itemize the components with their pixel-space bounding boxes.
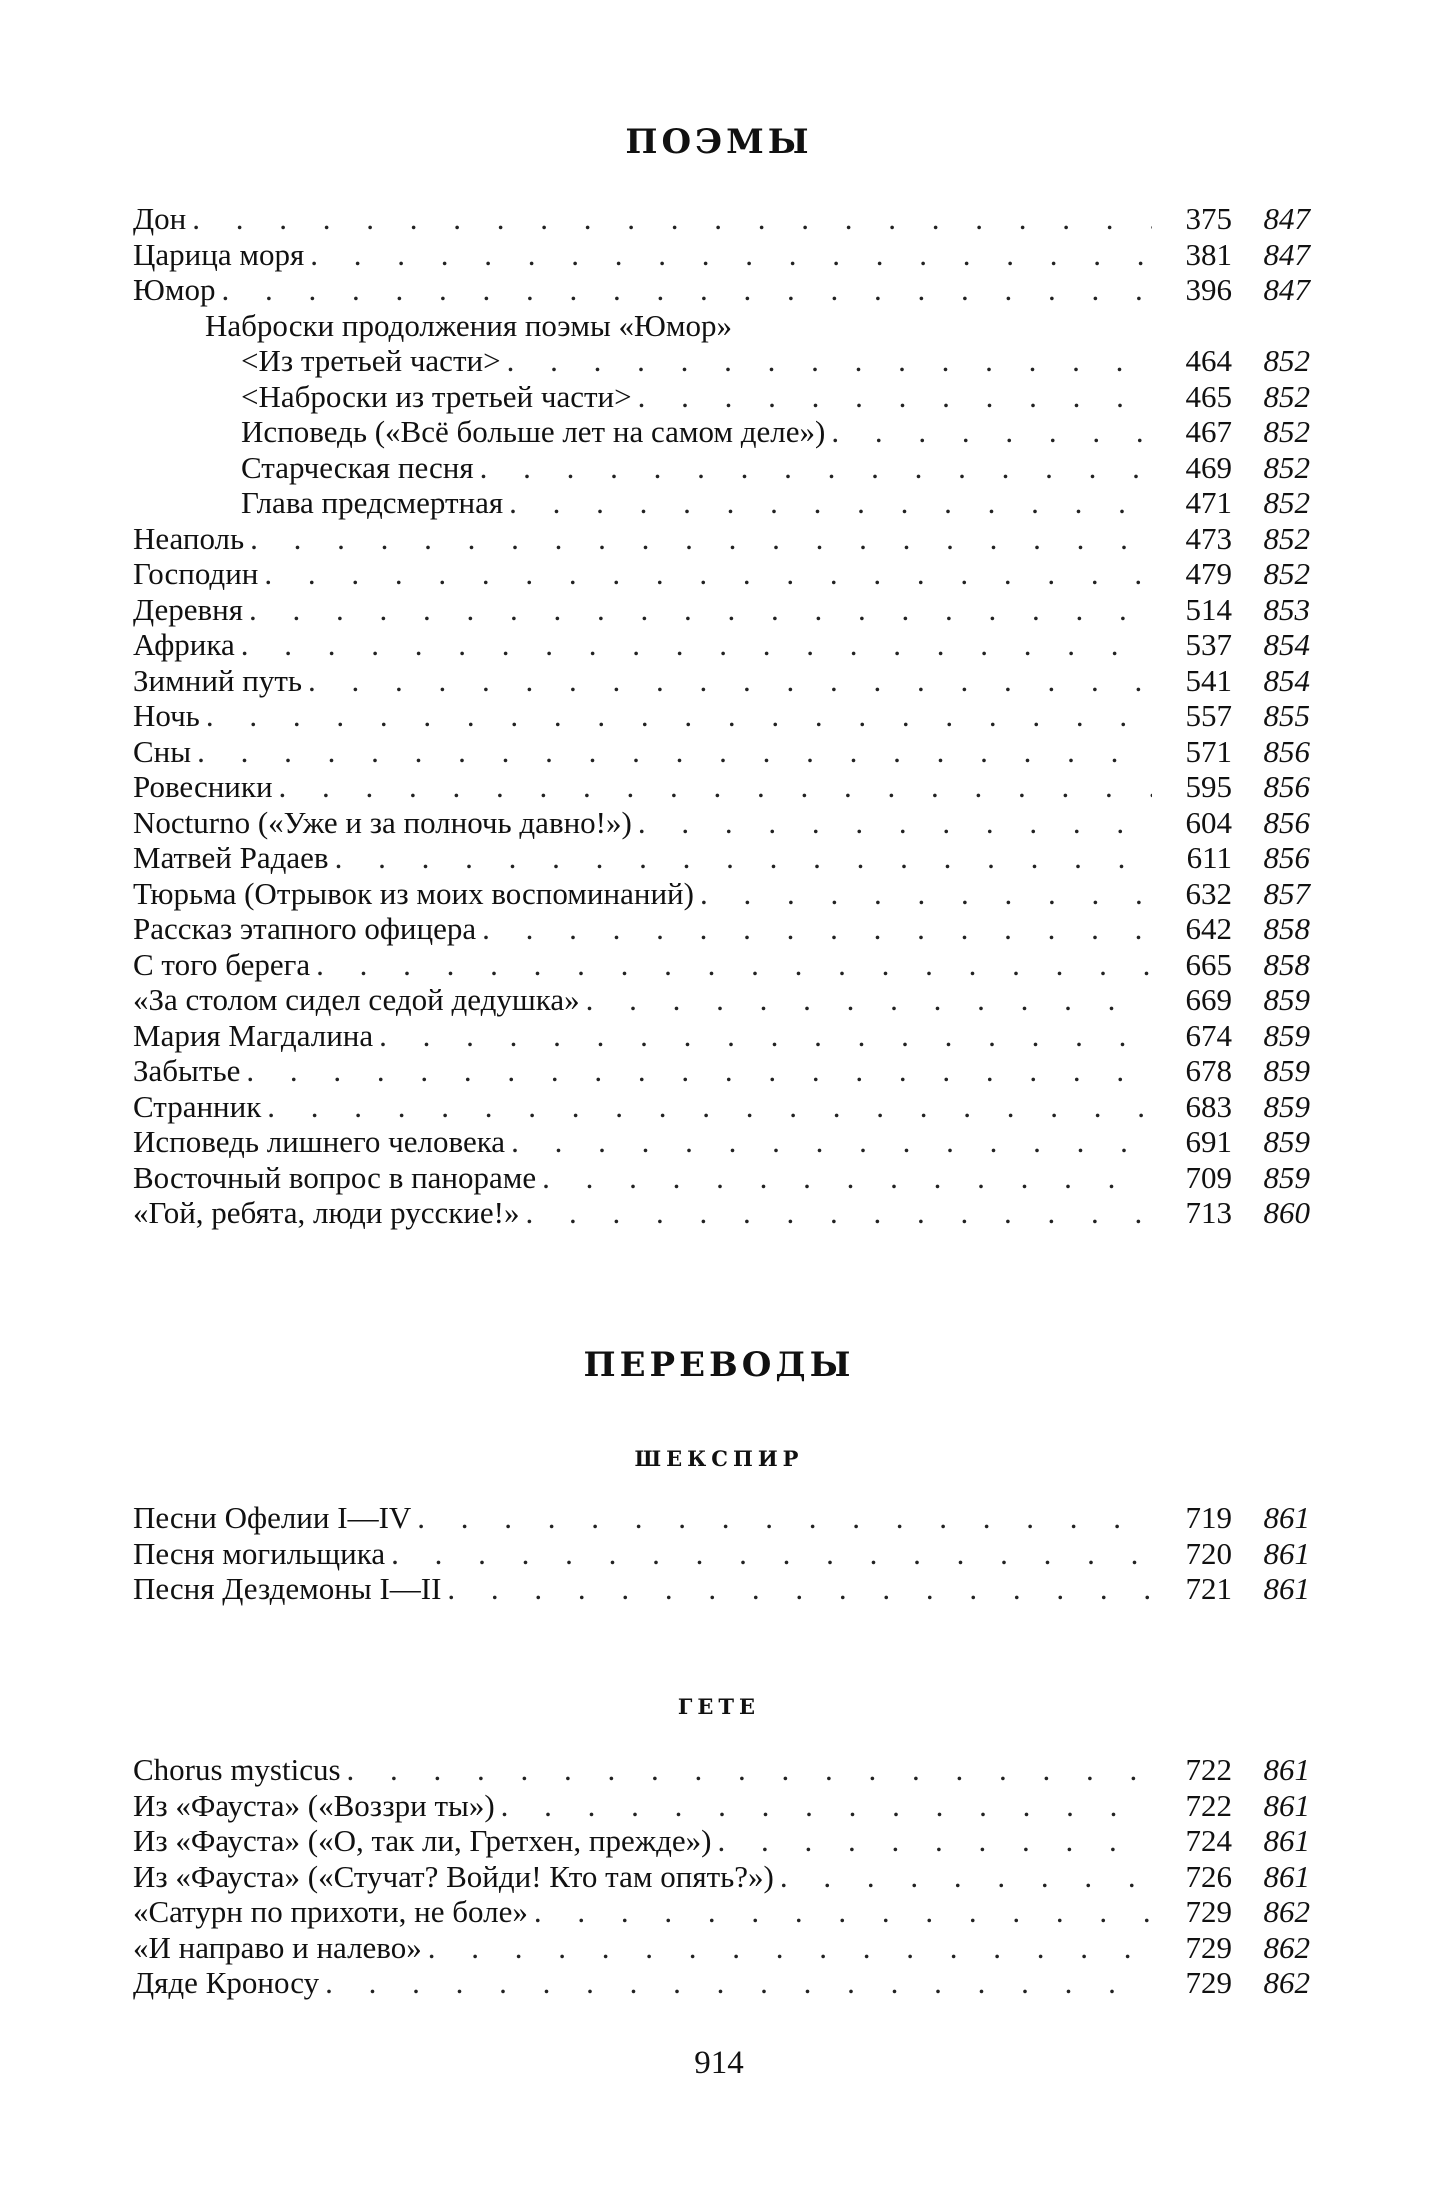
toc-entry bbox=[133, 1089, 1310, 1125]
entry-page: 595 bbox=[1185, 769, 1232, 804]
toc-entry bbox=[133, 272, 1310, 308]
toc-entry bbox=[133, 734, 1310, 770]
dot-leader bbox=[700, 876, 1152, 912]
entry-page: 719 bbox=[1185, 1500, 1232, 1535]
entry-note-page: 859 bbox=[1263, 982, 1310, 1017]
dot-leader bbox=[325, 1965, 1152, 2001]
entry-note-page: 856 bbox=[1263, 804, 1310, 840]
entry-page: 557 bbox=[1185, 698, 1232, 733]
entry-note-page: 852 bbox=[1263, 414, 1310, 449]
entry-title: Ночь bbox=[133, 698, 200, 733]
entry-note-page: 861 bbox=[1263, 1500, 1310, 1535]
dot-leader bbox=[428, 1930, 1152, 1966]
entry-title: «И направо и налево» bbox=[133, 1929, 422, 1965]
section-title-translations: ПЕРЕВОДЫ bbox=[583, 1345, 855, 1385]
toc-entry bbox=[133, 1859, 1310, 1895]
dot-leader bbox=[379, 1018, 1152, 1054]
dot-leader bbox=[264, 556, 1152, 592]
toc-entry bbox=[133, 521, 1310, 557]
entry-note-page: 861 bbox=[1263, 1535, 1310, 1571]
entry-title: Песня могильщика bbox=[133, 1535, 386, 1571]
dot-leader bbox=[310, 237, 1152, 273]
entry-page: 473 bbox=[1185, 520, 1232, 556]
toc-entry bbox=[133, 627, 1310, 663]
toc-entry bbox=[133, 1053, 1310, 1089]
toc-entry bbox=[133, 343, 1310, 379]
toc-subheading bbox=[133, 308, 1310, 344]
section-title-poems: ПОЭМЫ bbox=[625, 122, 813, 162]
toc-entry bbox=[133, 1571, 1310, 1607]
subsection-title-shakespeare: ШЕКСПИР bbox=[634, 1446, 804, 1471]
entry-page: 709 bbox=[1185, 1159, 1232, 1195]
entry-note-page: 859 bbox=[1263, 1017, 1310, 1053]
entry-page: 721 bbox=[1185, 1571, 1232, 1606]
dot-leader bbox=[586, 982, 1152, 1018]
entry-title: Неаполь bbox=[133, 520, 245, 556]
entry-title: Из «Фауста» («Воззри ты») bbox=[133, 1787, 495, 1823]
dot-leader bbox=[347, 1752, 1152, 1788]
entry-note-page: 852 bbox=[1263, 343, 1310, 378]
entry-title: Забытье bbox=[133, 1053, 241, 1088]
toc-entry bbox=[133, 201, 1310, 237]
subsection-title-goethe: ГЕТЕ bbox=[677, 1694, 761, 1719]
entry-page: 722 bbox=[1185, 1752, 1232, 1787]
dot-leader bbox=[507, 343, 1152, 379]
dot-leader bbox=[249, 592, 1152, 628]
toc-entry bbox=[133, 1752, 1310, 1788]
entry-note-page: 856 bbox=[1263, 840, 1310, 875]
entry-page: 691 bbox=[1185, 1124, 1232, 1159]
entry-page: 632 bbox=[1185, 875, 1232, 911]
entry-title: Исповедь лишнего человека bbox=[133, 1124, 506, 1159]
entry-page: 729 bbox=[1185, 1965, 1232, 2000]
entry-note-page: 861 bbox=[1263, 1858, 1310, 1894]
entry-page: 471 bbox=[1185, 485, 1232, 520]
entry-note-page: 858 bbox=[1263, 946, 1310, 982]
entry-title: Юмор bbox=[133, 272, 216, 307]
entry-note-page: 862 bbox=[1263, 1929, 1310, 1965]
entry-note-page: 859 bbox=[1263, 1088, 1310, 1124]
entry-page: 514 bbox=[1185, 591, 1232, 627]
entry-title: Мария Магдалина bbox=[133, 1017, 374, 1053]
dot-leader bbox=[780, 1859, 1152, 1895]
entry-page: 571 bbox=[1185, 733, 1232, 769]
entry-page: 726 bbox=[1185, 1858, 1232, 1894]
entry-page: 720 bbox=[1185, 1535, 1232, 1571]
entry-note-page: 861 bbox=[1263, 1823, 1310, 1858]
toc-entry bbox=[133, 1823, 1310, 1859]
toc-entry bbox=[133, 379, 1310, 415]
entry-note-page: 858 bbox=[1263, 911, 1310, 946]
entry-note-page: 862 bbox=[1263, 1965, 1310, 2000]
entry-page: 713 bbox=[1185, 1195, 1232, 1230]
entry-title: Царица моря bbox=[133, 236, 305, 272]
entry-title: Тюрьма (Отрывок из моих воспоминаний) bbox=[133, 875, 694, 911]
entry-title: С того берега bbox=[133, 946, 311, 982]
entry-note-page: 860 bbox=[1263, 1195, 1310, 1230]
entry-page: 396 bbox=[1185, 272, 1232, 307]
dot-leader bbox=[250, 521, 1152, 557]
entry-title: Рассказ этапного офицера bbox=[133, 911, 477, 946]
entry-note-page: 854 bbox=[1263, 662, 1310, 698]
entry-title: Из «Фауста» («О, так ли, Гретхен, прежде») bbox=[133, 1823, 712, 1858]
entry-page: 722 bbox=[1185, 1787, 1232, 1823]
toc-entry bbox=[133, 663, 1310, 699]
toc-entry bbox=[133, 450, 1310, 486]
entry-page: 669 bbox=[1185, 982, 1232, 1017]
entry-note-page: 855 bbox=[1263, 698, 1310, 733]
dot-leader bbox=[509, 485, 1152, 521]
dot-leader bbox=[718, 1823, 1153, 1859]
dot-leader bbox=[246, 1053, 1152, 1089]
entry-title: Сны bbox=[133, 733, 192, 769]
dot-leader bbox=[316, 947, 1152, 983]
dot-leader bbox=[831, 414, 1152, 450]
dot-leader bbox=[391, 1536, 1152, 1572]
toc-entry bbox=[133, 1018, 1310, 1054]
entry-note-page: 847 bbox=[1263, 236, 1310, 272]
entry-title: Господин bbox=[133, 556, 259, 591]
entry-title: Африка bbox=[133, 627, 235, 662]
entry-note-page: 847 bbox=[1263, 272, 1310, 307]
entry-note-page: 852 bbox=[1263, 485, 1310, 520]
entry-page: 729 bbox=[1185, 1929, 1232, 1965]
entry-note-page: 859 bbox=[1263, 1053, 1310, 1088]
toc-entry bbox=[133, 876, 1310, 912]
toc-entry bbox=[133, 1894, 1310, 1930]
entry-title: Из «Фауста» («Стучат? Войди! Кто там опять?») bbox=[133, 1858, 774, 1894]
entry-title: «Сатурн по прихоти, не боле» bbox=[133, 1894, 528, 1929]
dot-leader bbox=[279, 769, 1152, 805]
entry-page: 674 bbox=[1185, 1017, 1232, 1053]
entry-note-page: 857 bbox=[1263, 875, 1310, 911]
entry-title: <Наброски из третьей части> bbox=[241, 378, 632, 414]
toc-entry bbox=[133, 911, 1310, 947]
entry-title: Странник bbox=[133, 1088, 262, 1124]
toc-entry bbox=[133, 1124, 1310, 1160]
entry-title: Матвей Радаев bbox=[133, 840, 329, 875]
toc-entry bbox=[133, 1195, 1310, 1231]
dot-leader bbox=[192, 201, 1152, 237]
toc-entry bbox=[133, 1788, 1310, 1824]
dot-leader bbox=[638, 805, 1152, 841]
entry-page: 729 bbox=[1185, 1894, 1232, 1929]
toc-entry bbox=[133, 769, 1310, 805]
page-number: 914 bbox=[694, 2045, 744, 2081]
entry-title: «Гой, ребята, люди русские!» bbox=[133, 1195, 520, 1230]
toc-list-goethe bbox=[133, 1752, 1310, 2001]
entry-note-page: 852 bbox=[1263, 556, 1310, 591]
entry-note-page: 861 bbox=[1263, 1752, 1310, 1787]
toc-entry bbox=[133, 414, 1310, 450]
entry-title: Песня Дездемоны I—II bbox=[133, 1571, 442, 1606]
entry-page: 469 bbox=[1185, 449, 1232, 485]
toc-entry bbox=[133, 592, 1310, 628]
entry-title: Дяде Кроносу bbox=[133, 1965, 320, 2000]
entry-note-page: 852 bbox=[1263, 449, 1310, 485]
entry-note-page: 861 bbox=[1263, 1787, 1310, 1823]
entry-page: 678 bbox=[1185, 1053, 1232, 1088]
toc-entry bbox=[133, 556, 1310, 592]
entry-page: 375 bbox=[1185, 201, 1232, 236]
entry-page: 479 bbox=[1185, 556, 1232, 591]
entry-title: Деревня bbox=[133, 591, 244, 627]
entry-title: Песни Офелии I—IV bbox=[133, 1500, 412, 1535]
toc-entry bbox=[133, 237, 1310, 273]
dot-leader bbox=[638, 379, 1152, 415]
dot-leader bbox=[206, 698, 1152, 734]
dot-leader bbox=[534, 1894, 1152, 1930]
entry-title: Зимний путь bbox=[133, 662, 303, 698]
entry-page: 683 bbox=[1185, 1088, 1232, 1124]
entry-note-page: 847 bbox=[1263, 201, 1310, 236]
entry-page: 467 bbox=[1185, 414, 1232, 449]
dot-leader bbox=[308, 663, 1152, 699]
toc-entry bbox=[133, 1965, 1310, 2001]
entry-title: «За столом сидел седой дедушка» bbox=[133, 982, 580, 1017]
entry-page: 604 bbox=[1185, 804, 1232, 840]
entry-note-page: 862 bbox=[1263, 1894, 1310, 1929]
dot-leader bbox=[447, 1571, 1152, 1607]
toc-entry bbox=[133, 805, 1310, 841]
entry-note-page: 856 bbox=[1263, 769, 1310, 804]
entry-title: Chorus mysticus bbox=[133, 1752, 341, 1787]
toc-entry bbox=[133, 1160, 1310, 1196]
entry-title: Глава предсмертная bbox=[241, 485, 504, 520]
toc-entry bbox=[133, 485, 1310, 521]
entry-title: Наброски продолжения поэмы «Юмор» bbox=[205, 307, 733, 343]
dot-leader bbox=[417, 1500, 1152, 1536]
entry-title: Ровесники bbox=[133, 769, 273, 804]
entry-page: 642 bbox=[1185, 911, 1232, 946]
dot-leader bbox=[542, 1160, 1152, 1196]
entry-page: 464 bbox=[1185, 343, 1232, 378]
entry-page: 611 bbox=[1186, 840, 1232, 875]
dot-leader bbox=[480, 450, 1152, 486]
entry-page: 541 bbox=[1185, 662, 1232, 698]
toc-list-poems bbox=[133, 201, 1310, 1231]
dot-leader bbox=[241, 627, 1152, 663]
entry-note-page: 861 bbox=[1263, 1571, 1310, 1606]
dot-leader bbox=[482, 911, 1152, 947]
toc-entry bbox=[133, 947, 1310, 983]
entry-note-page: 856 bbox=[1263, 733, 1310, 769]
entry-note-page: 859 bbox=[1263, 1159, 1310, 1195]
entry-note-page: 854 bbox=[1263, 627, 1310, 662]
entry-note-page: 853 bbox=[1263, 591, 1310, 627]
toc-entry bbox=[133, 1930, 1310, 1966]
entry-page: 665 bbox=[1185, 946, 1232, 982]
entry-page: 381 bbox=[1185, 236, 1232, 272]
dot-leader bbox=[511, 1124, 1152, 1160]
entry-title: Исповедь («Всё больше лет на самом деле») bbox=[241, 414, 826, 449]
dot-leader bbox=[197, 734, 1152, 770]
entry-page: 724 bbox=[1185, 1823, 1232, 1858]
entry-note-page: 859 bbox=[1263, 1124, 1310, 1159]
dot-leader bbox=[501, 1788, 1152, 1824]
entry-page: 465 bbox=[1185, 378, 1232, 414]
entry-title: Восточный вопрос в панораме bbox=[133, 1159, 537, 1195]
entry-title: Дон bbox=[133, 201, 187, 236]
dot-leader bbox=[335, 840, 1152, 876]
entry-note-page: 852 bbox=[1263, 378, 1310, 414]
dot-leader bbox=[267, 1089, 1152, 1125]
entry-title: <Из третьей части> bbox=[241, 343, 501, 378]
entry-title: Nocturno («Уже и за полночь давно!») bbox=[133, 804, 632, 840]
toc-entry bbox=[133, 1500, 1310, 1536]
toc-entry bbox=[133, 840, 1310, 876]
dot-leader bbox=[526, 1195, 1152, 1231]
toc-list-shakespeare bbox=[133, 1500, 1310, 1607]
entry-note-page: 852 bbox=[1263, 520, 1310, 556]
entry-title: Старческая песня bbox=[241, 449, 474, 485]
toc-entry bbox=[133, 1536, 1310, 1572]
toc-entry bbox=[133, 982, 1310, 1018]
toc-entry bbox=[133, 698, 1310, 734]
dot-leader bbox=[221, 272, 1152, 308]
entry-page: 537 bbox=[1185, 627, 1232, 662]
